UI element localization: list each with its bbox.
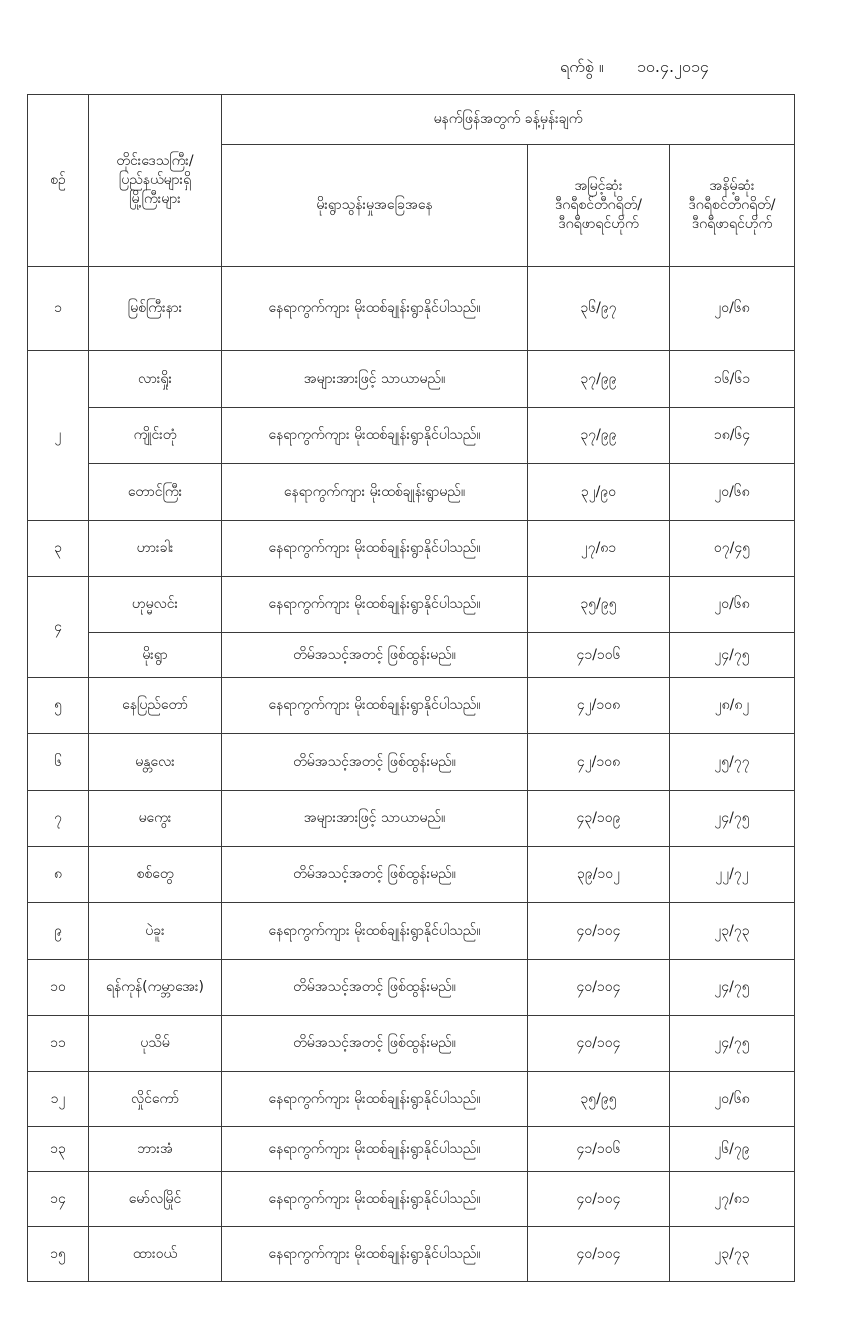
- row-condition: နေရာကွက်ကျား မိုးထစ်ချုန်းရွာနိုင်ပါသည်။: [222, 521, 528, 577]
- row-no: ၈: [28, 847, 89, 903]
- row-max-temp: ၄၀/၁၀၄: [528, 1172, 670, 1227]
- row-max-temp: ၄၀/၁၀၄: [528, 960, 670, 1016]
- row-max-temp: ၃၂/၉၀: [528, 464, 670, 521]
- row-condition: တိမ်အသင့်အတင့် ဖြစ်ထွန်းမည်။: [222, 960, 528, 1016]
- row-city: မကွေး: [89, 791, 222, 847]
- row-max-temp: ၃၅/၉၅: [528, 1072, 670, 1127]
- row-min-temp: ၂၈/၈၂: [670, 678, 795, 734]
- table-row: [28, 351, 795, 408]
- row-no: ၁: [28, 267, 89, 351]
- row-min-temp: ၂၂/၇၂: [670, 847, 795, 903]
- table-row: [28, 1016, 795, 1072]
- row-max-temp: ၄၁/၁၀၆: [528, 633, 670, 678]
- table-row: [28, 734, 795, 791]
- row-no: ၁၄: [28, 1172, 89, 1227]
- table-row: [28, 267, 795, 351]
- row-min-temp: ၁၆/၆၁: [670, 351, 795, 408]
- row-no: ၉: [28, 903, 89, 960]
- header-max-line: အမြင့်ဆုံး: [574, 178, 623, 195]
- row-no: ၆: [28, 734, 89, 791]
- header-min-temp: [670, 145, 795, 267]
- table-row: [28, 791, 795, 847]
- row-condition: နေရာကွက်ကျား မိုးထစ်ချုန်းရွာနိုင်ပါသည်။: [222, 1172, 528, 1227]
- row-city: ဘားအံ: [89, 1127, 222, 1172]
- table-row: [28, 408, 795, 464]
- row-no: ၇: [28, 791, 89, 847]
- date-label: ရက်စွဲ ။: [560, 57, 604, 76]
- table-row: [28, 1227, 795, 1282]
- row-min-temp: ၂၀/၆၈: [670, 464, 795, 521]
- header-max-temp: [528, 145, 670, 267]
- row-condition: တိမ်အသင့်အတင့် ဖြစ်ထွန်းမည်။: [222, 734, 528, 791]
- row-min-temp: ၂၃/၇၃: [670, 903, 795, 960]
- row-condition: နေရာကွက်ကျား မိုးထစ်ချုန်းရွာနိုင်ပါသည်။: [222, 678, 528, 734]
- row-max-temp: ၄၀/၁၀၄: [528, 1227, 670, 1282]
- header-city-line: မြို့ကြီးများ: [129, 190, 181, 207]
- row-no: ၁၂: [28, 1072, 89, 1127]
- table-row: [28, 903, 795, 960]
- table-row: [28, 1172, 795, 1227]
- row-condition: နေရာကွက်ကျား မိုးထစ်ချုန်းရွာနိုင်ပါသည်။: [222, 408, 528, 464]
- header-condition: မိုးရွာသွန်းမှုအခြေအနေ: [222, 145, 528, 267]
- header-city-line: တိုင်းဒေသကြီး/: [116, 153, 194, 170]
- row-min-temp: ၂၀/၆၈: [670, 1072, 795, 1127]
- row-city: နေပြည်တော်: [89, 678, 222, 734]
- header-min-line: ဒီဂရီစင်တီဂရိတ်/: [688, 197, 776, 214]
- row-city: မိုးရွာ: [89, 633, 222, 678]
- row-city: ကျိုင်းတုံ: [89, 408, 222, 464]
- row-min-temp: ၂၄/၇၅: [670, 791, 795, 847]
- row-max-temp: ၄၀/၁၀၄: [528, 1016, 670, 1072]
- row-condition: နေရာကွက်ကျား မိုးထစ်ချုန်းရွာနိုင်ပါသည်။: [222, 903, 528, 960]
- row-city: လှိုင်ကော်: [89, 1072, 222, 1127]
- row-min-temp: ၂၅/၇၇: [670, 734, 795, 791]
- row-max-temp: ၄၂/၁၀၈: [528, 678, 670, 734]
- row-max-temp: ၂၇/၈၁: [528, 521, 670, 577]
- row-condition: တိမ်အသင့်အတင့် ဖြစ်ထွန်းမည်။: [222, 1016, 528, 1072]
- row-condition: နေရာကွက်ကျား မိုးထစ်ချုန်းရွာနိုင်ပါသည်။: [222, 267, 528, 351]
- row-max-temp: ၃၉/၁၀၂: [528, 847, 670, 903]
- row-no: ၃: [28, 521, 89, 577]
- row-city: ပုသိမ်: [89, 1016, 222, 1072]
- table-row: [28, 678, 795, 734]
- row-city: စစ်တွေ: [89, 847, 222, 903]
- table-row: [28, 960, 795, 1016]
- table-row: [28, 464, 795, 521]
- row-max-temp: ၃၇/၉၉: [528, 351, 670, 408]
- header-min-line: ဒီဂရီဖာရင်ဟိုက်: [691, 215, 773, 232]
- row-no: ၂: [28, 351, 89, 521]
- row-condition: နေရာကွက်ကျား မိုးထစ်ချုန်းရွာနိုင်ပါသည်။: [222, 1127, 528, 1172]
- row-city: မန္တလေး: [89, 734, 222, 791]
- row-city: တောင်ကြီး: [89, 464, 222, 521]
- header-no: စဉ်: [28, 95, 89, 267]
- row-city: ရန်ကုန်(ကမ္ဘာအေး): [89, 960, 222, 1016]
- table-row: [28, 1127, 795, 1172]
- row-condition: တိမ်အသင့်အတင့် ဖြစ်ထွန်းမည်။: [222, 847, 528, 903]
- row-condition: နေရာကွက်ကျား မိုးထစ်ချုန်းရွာမည်။: [222, 464, 528, 521]
- header-forecast-group: မနက်ဖြန်အတွက် ခန့်မှန်းချက်: [222, 95, 795, 145]
- row-city: မော်လမြိုင်: [89, 1172, 222, 1227]
- header-min-line: အနိမ့်ဆုံး: [709, 178, 755, 195]
- row-city: ဟုမ္မလင်း: [89, 577, 222, 633]
- row-min-temp: ၂၄/၇၅: [670, 633, 795, 678]
- row-condition: အများအားဖြင့် သာယာမည်။: [222, 351, 528, 408]
- row-max-temp: ၄၂/၁၀၈: [528, 734, 670, 791]
- header-max-line: ဒီဂရီစင်တီဂရိတ်/: [555, 197, 642, 214]
- table-row: [28, 577, 795, 633]
- row-city: ပဲခူး: [89, 903, 222, 960]
- row-condition: နေရာကွက်ကျား မိုးထစ်ချုန်းရွာနိုင်ပါသည်။: [222, 1227, 528, 1282]
- row-min-temp: ၂၀/၆၈: [670, 267, 795, 351]
- row-city: ဟားခါး: [89, 521, 222, 577]
- row-condition: အများအားဖြင့် သာယာမည်။: [222, 791, 528, 847]
- date-line: [560, 56, 800, 80]
- row-no: ၁၃: [28, 1127, 89, 1172]
- row-max-temp: ၃၇/၉၉: [528, 408, 670, 464]
- table-row: [28, 633, 795, 678]
- row-min-temp: ၂၆/၇၉: [670, 1127, 795, 1172]
- row-condition: တိမ်အသင့်အတင့် ဖြစ်ထွန်းမည်။: [222, 633, 528, 678]
- row-city: ထားဝယ်: [89, 1227, 222, 1282]
- row-no: ၅: [28, 678, 89, 734]
- row-city: လားရှိုး: [89, 351, 222, 408]
- date-value: ၁၀.၄.၂၀၁၄: [636, 57, 709, 76]
- table-row: [28, 521, 795, 577]
- header-city-line: ပြည်နယ်များရှိ: [118, 172, 192, 189]
- row-min-temp: ၂၃/၇၃: [670, 1227, 795, 1282]
- row-max-temp: ၃၆/၉၇: [528, 267, 670, 351]
- row-max-temp: ၄၁/၁၀၆: [528, 1127, 670, 1172]
- row-min-temp: ၀၇/၄၅: [670, 521, 795, 577]
- forecast-table: [27, 94, 795, 1282]
- row-max-temp: ၃၅/၉၅: [528, 577, 670, 633]
- table-row: [28, 847, 795, 903]
- row-max-temp: ၄၀/၁၀၄: [528, 903, 670, 960]
- row-min-temp: ၂၀/၆၈: [670, 577, 795, 633]
- row-max-temp: ၄၃/၁၀၉: [528, 791, 670, 847]
- row-min-temp: ၂၇/၈၁: [670, 1172, 795, 1227]
- row-no: ၁၅: [28, 1227, 89, 1282]
- table-row: [28, 1072, 795, 1127]
- row-min-temp: ၁၈/၆၄: [670, 408, 795, 464]
- row-no: ၄: [28, 577, 89, 678]
- header-max-line: ဒီဂရီဖာရင်ဟိုက်: [558, 215, 639, 232]
- row-condition: နေရာကွက်ကျား မိုးထစ်ချုန်းရွာနိုင်ပါသည်။: [222, 1072, 528, 1127]
- row-min-temp: ၂၄/၇၅: [670, 960, 795, 1016]
- row-city: မြစ်ကြီးနား: [89, 267, 222, 351]
- row-condition: နေရာကွက်ကျား မိုးထစ်ချုန်းရွာနိုင်ပါသည်။: [222, 577, 528, 633]
- row-no: ၁၀: [28, 960, 89, 1016]
- row-min-temp: ၂၄/၇၅: [670, 1016, 795, 1072]
- header-city: [89, 95, 222, 267]
- row-no: ၁၁: [28, 1016, 89, 1072]
